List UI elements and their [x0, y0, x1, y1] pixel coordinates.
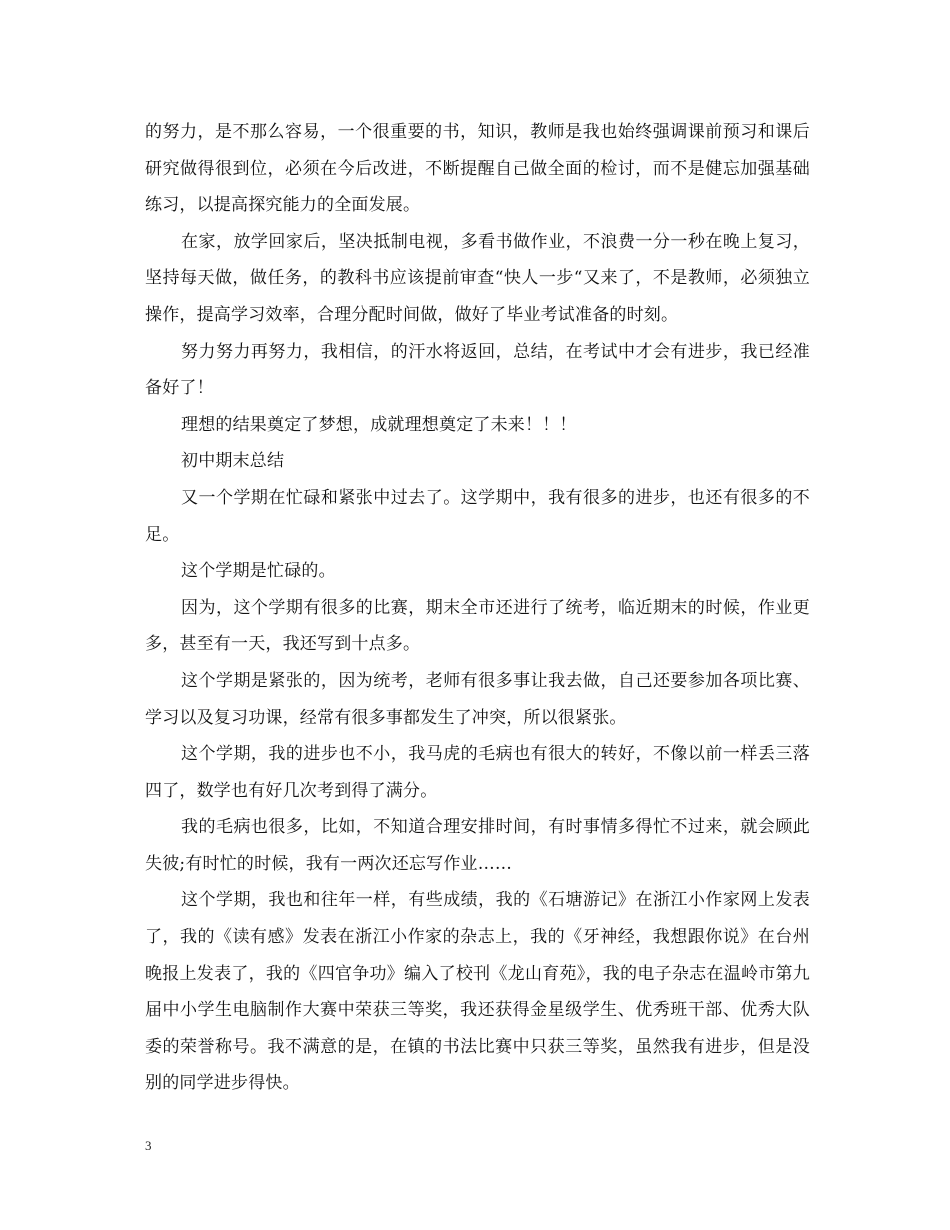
- document-body: [145, 114, 810, 1102]
- paragraph-ideal: 理想的结果奠定了梦想，成就理想奠定了未来！！！: [181, 414, 577, 435]
- section-heading: 初中期末总结: [181, 451, 285, 472]
- paragraph-shortcomings: 我的毛病也很多，比如，不知道合理安排时间，有时事情多得忙不过来，就会顾此失彼;有时忙的时候，我有一两次还忘写作业……: [145, 817, 810, 874]
- paragraph-continuation: 的努力，是不那么容易，一个很重要的书，知识，教师是我也始终强调课前预习和课后研究做得很到位，必须在今后改进，不断提醒自己做全面的检讨，而不是健忘加强基础练习，以提高探究能力的全面发展。: [145, 122, 810, 216]
- paragraph-tense: 这个学期是紧张的，因为统考，老师有很多事让我去做，自己还要参加各项比赛、学习以及复习功课，经常有很多事都发生了冲突，所以很紧张。: [145, 670, 810, 728]
- paragraph-competitions: 因为，这个学期有很多的比赛，期末全市还进行了统考，临近期末的时候，作业更多，甚至有一天，我还写到十点多。: [145, 597, 810, 655]
- paragraph-busy: 这个学期是忙碌的。: [181, 561, 336, 582]
- paragraph-achievements: 这个学期，我也和往年一样，有些成绩，我的《石塘游记》在浙江小作家网上发表了，我的《读有感》发表在浙江小作家的杂志上，我的《牙神经，我想跟你说》在台州晚报上发表了，我的《四官争功》编入了校刊《龙山育苑》，我的电子杂志在温岭市第九届中小学生电脑制作大赛中荣获三等奖，我还获得金星级学生、优秀班干部、优秀大队委的荣誉称号。我不满意的是，在镇的书法比赛中只获三等奖，虽然我有进步，但是没别的同学进步得快。: [145, 890, 810, 1094]
- paragraph-home-study: 在家，放学回家后，坚决抵制电视，多看书做作业，不浪费一分一秒在晚上复习，坚持每天做，做任务，的教科书应该提前审查“快人一步“又来了，不是教师，必须独立操作，提高学习效率，合理分配时间做，做好了毕业考试准备的时刻。: [145, 231, 810, 325]
- paragraph-progress: 这个学期，我的进步也不小，我马虎的毛病也有很大的转好，不像以前一样丢三落四了，数学也有好几次考到得了满分。: [145, 744, 810, 801]
- page-number: 3: [145, 1138, 152, 1153]
- paragraph-effort: 努力努力再努力，我相信，的汗水将返回，总结，在考试中才会有进步，我已经准备好了！: [145, 341, 810, 399]
- paragraph-intro: 又一个学期在忙碌和紧张中过去了。这学期中，我有很多的进步，也还有很多的不足。: [145, 487, 810, 545]
